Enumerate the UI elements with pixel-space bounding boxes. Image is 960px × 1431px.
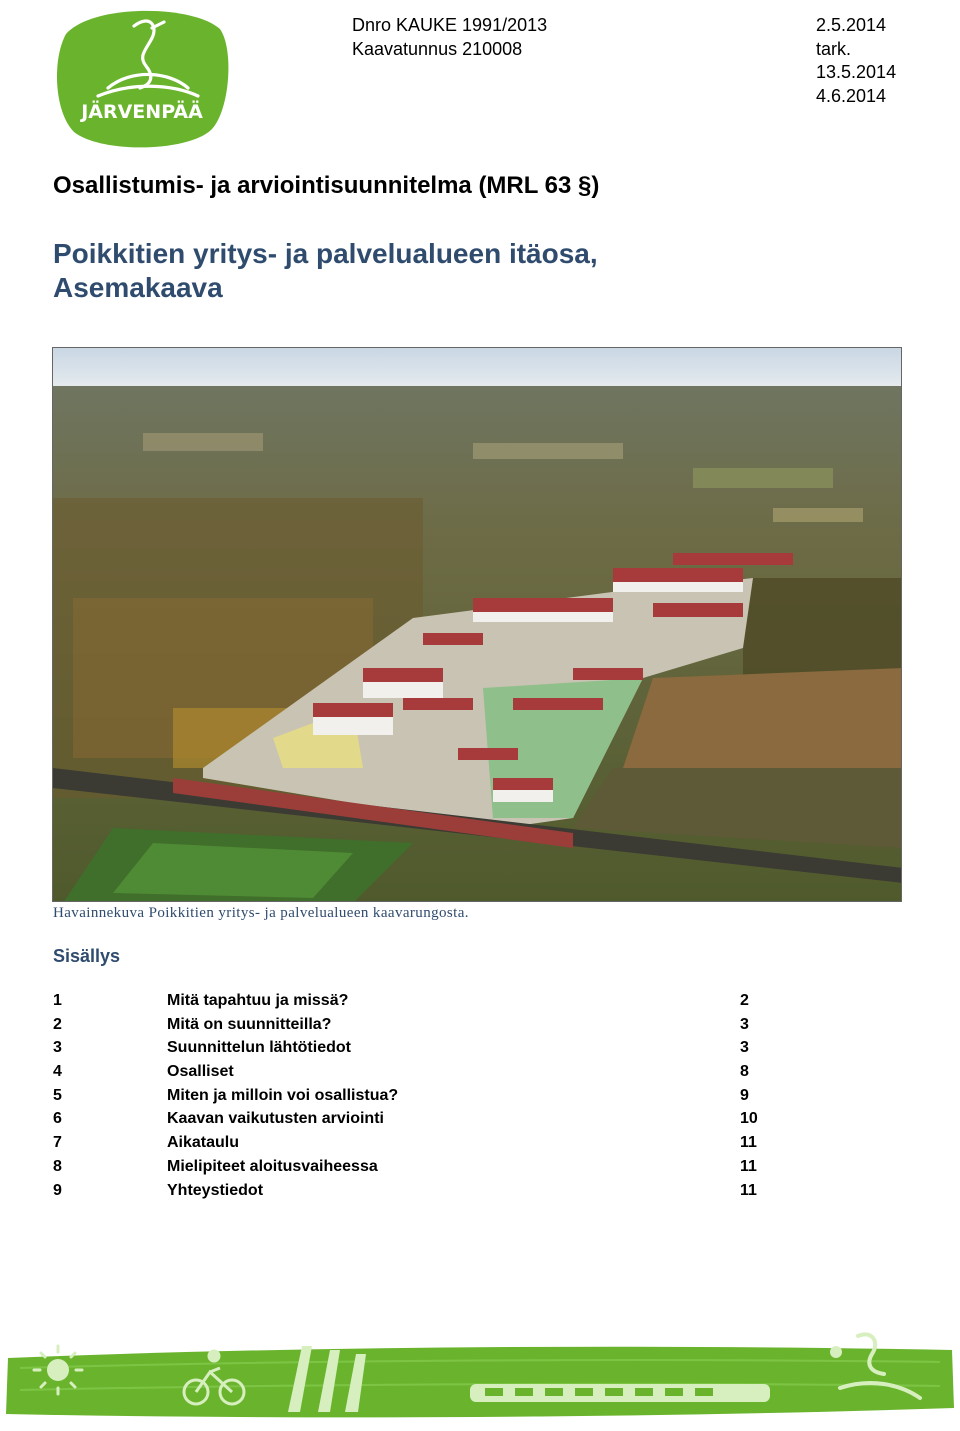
toc-title: Mitä tapahtuu ja missä? <box>167 992 349 1009</box>
subtitle-line-1: Poikkitien yritys- ja palvelualueen itäosa, <box>53 238 598 269</box>
toc-number: 6 <box>53 1110 62 1128</box>
toc-row[interactable] <box>53 1016 783 1040</box>
subtitle-line-2: Asemakaava <box>53 272 223 303</box>
date-2: 13.5.2014 <box>816 62 897 82</box>
plan-code: Kaavatunnus 210008 <box>352 38 523 59</box>
table-of-contents <box>53 992 783 1205</box>
toc-number: 7 <box>53 1134 62 1152</box>
toc-row[interactable] <box>53 1182 783 1206</box>
toc-number: 2 <box>53 1015 62 1033</box>
toc-title: Miten ja milloin voi osallistua? <box>167 1086 399 1104</box>
document-subtitle <box>53 237 598 305</box>
diary-number: Dnro KAUKE 1991/2013 <box>352 15 548 35</box>
toc-page: 3 <box>740 1039 749 1057</box>
toc-title: Aikataulu <box>167 1134 240 1152</box>
toc-title: Osalliset <box>167 1063 234 1081</box>
document-reference <box>352 14 547 61</box>
toc-page: 9 <box>740 1086 749 1104</box>
toc-page: 11 <box>740 1134 757 1152</box>
toc-row[interactable] <box>53 1039 783 1063</box>
toc-number: 8 <box>53 1157 62 1175</box>
toc-page: 8 <box>740 1063 749 1081</box>
sun-icon <box>34 1346 82 1394</box>
toc-row[interactable] <box>53 992 783 1016</box>
toc-number: 4 <box>53 1063 62 1081</box>
revision-label: tark. <box>816 38 852 59</box>
toc-number: 3 <box>53 1039 62 1057</box>
toc-page: 2 <box>740 992 749 1009</box>
toc-title: Mielipiteet aloitusvaiheessa <box>167 1157 378 1175</box>
photo-caption: Havainnekuva Poikkitien yritys- ja palvelualueen kaavarungosta. <box>53 905 469 921</box>
aerial-illustration <box>52 347 902 902</box>
toc-page: 3 <box>740 1015 749 1033</box>
logo-text: JÄRVENPÄÄ <box>81 101 203 123</box>
toc-heading: Sisällys <box>53 946 121 966</box>
toc-number: 5 <box>53 1086 62 1104</box>
toc-title: Yhteystiedot <box>167 1181 264 1199</box>
jarvenpaa-logo <box>52 4 232 152</box>
toc-page: 11 <box>740 1157 757 1175</box>
toc-row[interactable] <box>53 1063 783 1087</box>
toc-page: 11 <box>740 1181 757 1199</box>
toc-row[interactable] <box>53 1087 783 1111</box>
toc-page: 10 <box>740 1110 758 1128</box>
toc-number: 9 <box>53 1181 62 1199</box>
toc-row[interactable] <box>53 1110 783 1134</box>
toc-title: Mitä on suunnitteilla? <box>167 1015 332 1033</box>
decorative-footer-band <box>0 1328 960 1426</box>
date-3: 4.6.2014 <box>816 85 887 106</box>
date-1: 2.5.2014 <box>816 15 887 35</box>
document-title: Osallistumis- ja arviointisuunnitelma (MRL 63 §) <box>53 172 600 199</box>
toc-number: 1 <box>53 992 62 1009</box>
toc-row[interactable] <box>53 1158 783 1182</box>
toc-row[interactable] <box>53 1134 783 1158</box>
toc-title: Suunnittelun lähtötiedot <box>167 1039 351 1057</box>
toc-title: Kaavan vaikutusten arviointi <box>167 1110 384 1128</box>
document-dates <box>816 14 896 108</box>
